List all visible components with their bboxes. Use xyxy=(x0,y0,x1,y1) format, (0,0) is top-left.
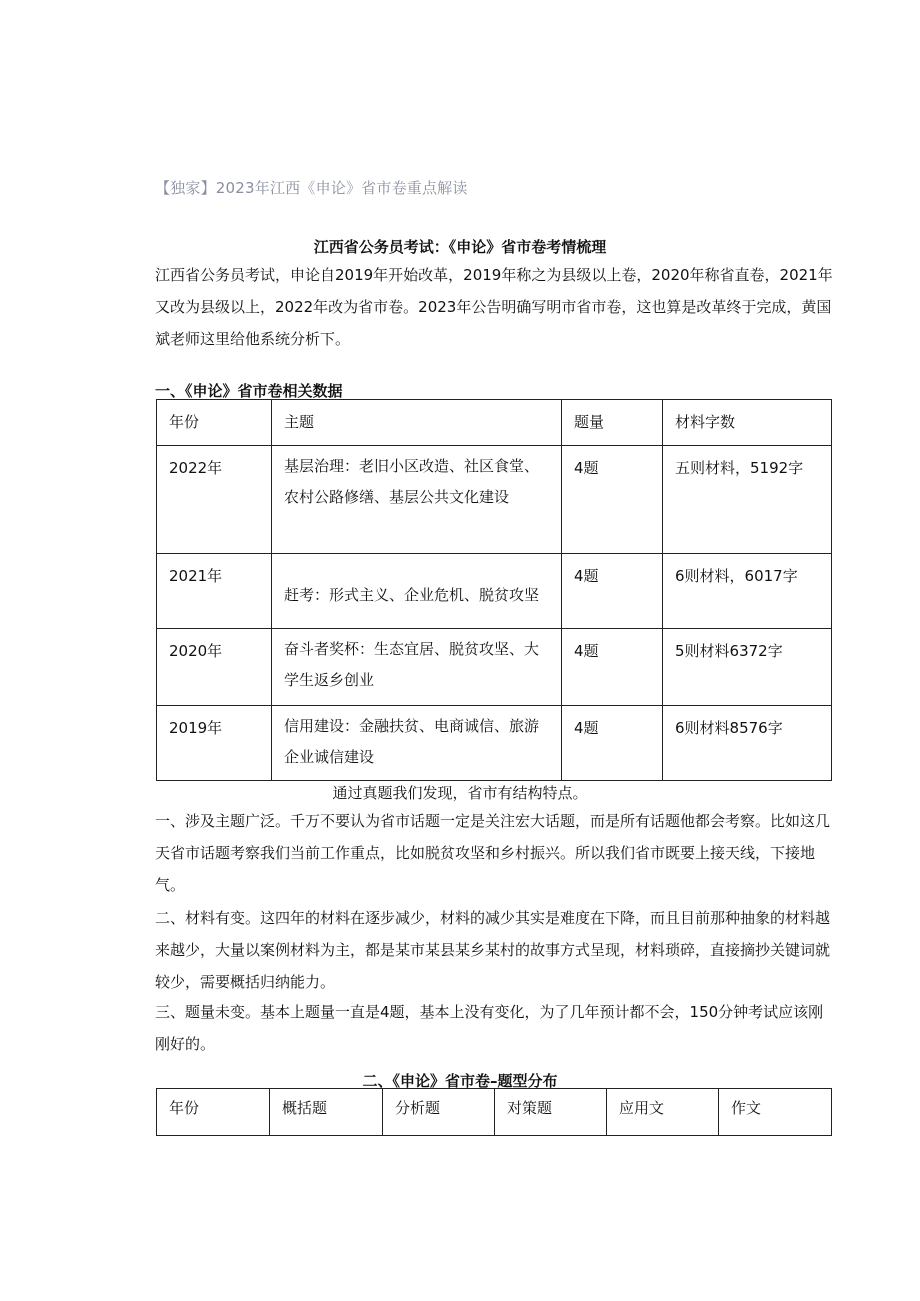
intro-paragraph: 江西省公务员考试，申论自2019年开始改革，2019年称之为县级以上卷，2020年称省直卷，2021年又改为县级以上，2022年改为省市卷。2023年公告明确写明市省市卷，这也算是改革终于完成，黄国斌老师这里给他系统分析下。 xyxy=(155,266,833,348)
cell-topic: 信用建设：金融扶贫、电商诚信、旅游企业诚信建设 xyxy=(272,706,562,781)
data-table xyxy=(156,399,832,781)
cell-wordcount: 6则材料，6017字 xyxy=(663,554,832,629)
cell-count: 4题 xyxy=(562,706,663,781)
table-row xyxy=(157,629,832,706)
question-type-table xyxy=(156,1088,832,1136)
header-cell-practical-writing: 应用文 xyxy=(607,1089,719,1136)
cell-count: 4题 xyxy=(562,554,663,629)
cell-year: 2021年 xyxy=(157,554,272,629)
header-cell-count: 题量 xyxy=(562,400,663,446)
header-cell-topic: 主题 xyxy=(272,400,562,446)
header-cell-year: 年份 xyxy=(157,1089,270,1136)
header-cell-year: 年份 xyxy=(157,400,272,446)
cell-year: 2022年 xyxy=(157,446,272,554)
cell-wordcount: 五则材料，5192字 xyxy=(663,446,832,554)
cell-year: 2020年 xyxy=(157,629,272,706)
cell-count: 4题 xyxy=(562,446,663,554)
cell-wordcount: 6则材料8576字 xyxy=(663,706,832,781)
summary-caption: 通过真题我们发现，省市有结构特点。 xyxy=(332,784,588,802)
table-row xyxy=(157,706,832,781)
header-cell-countermeasure: 对策题 xyxy=(495,1089,607,1136)
table-row xyxy=(157,554,832,629)
point-paragraph: 三、题量未变。基本上题量一直是4题，基本上没有变化，为了几年预计都不会，150分钟考试应该刚刚好的。 xyxy=(155,1003,824,1053)
table-header-row xyxy=(157,400,832,446)
header-cell-analysis: 分析题 xyxy=(383,1089,495,1136)
cell-count: 4题 xyxy=(562,629,663,706)
cell-wordcount: 5则材料6372字 xyxy=(663,629,832,706)
heading-question-types: 二、《申论》省市卷–题型分布 xyxy=(362,1072,558,1090)
point-paragraph: 一、涉及主题广泛。千万不要认为省市话题一定是关注宏大话题，而是所有话题他都会考察。比如这几天省市话题考察我们当前工作重点，比如脱贫攻坚和乡村振兴。所以我们省市既要上接天线，下接地气。 xyxy=(155,812,831,894)
document-title: 【独家】2023年江西《申论》省市卷重点解读 xyxy=(155,179,468,197)
cell-topic: 奋斗者奖杯：生态宜居、脱贫攻坚、大学生返乡创业 xyxy=(272,629,562,706)
section-title: 江西省公务员考试：《申论》省市卷考情梳理 xyxy=(313,238,607,256)
cell-year: 2019年 xyxy=(157,706,272,781)
table-row xyxy=(157,446,832,554)
table-header-row xyxy=(157,1089,832,1136)
header-cell-summary: 概括题 xyxy=(270,1089,383,1136)
cell-topic: 赶考：形式主义、企业危机、脱贫攻坚 xyxy=(272,554,562,629)
heading-related-data: 一、《申论》省市卷相关数据 xyxy=(155,382,343,400)
cell-topic: 基层治理：老旧小区改造、社区食堂、农村公路修缮、基层公共文化建设 xyxy=(272,446,562,554)
header-cell-essay: 作文 xyxy=(719,1089,832,1136)
header-cell-wordcount: 材料字数 xyxy=(663,400,832,446)
point-paragraph: 二、材料有变。这四年的材料在逐步减少，材料的减少其实是难度在下降，而且目前那种抽象的材料越来越少，大量以案例材料为主，都是某市某县某乡某村的故事方式呈现，材料琐碎，直接摘抄关键词就较少，需要概括归纳能力。 xyxy=(155,909,831,991)
